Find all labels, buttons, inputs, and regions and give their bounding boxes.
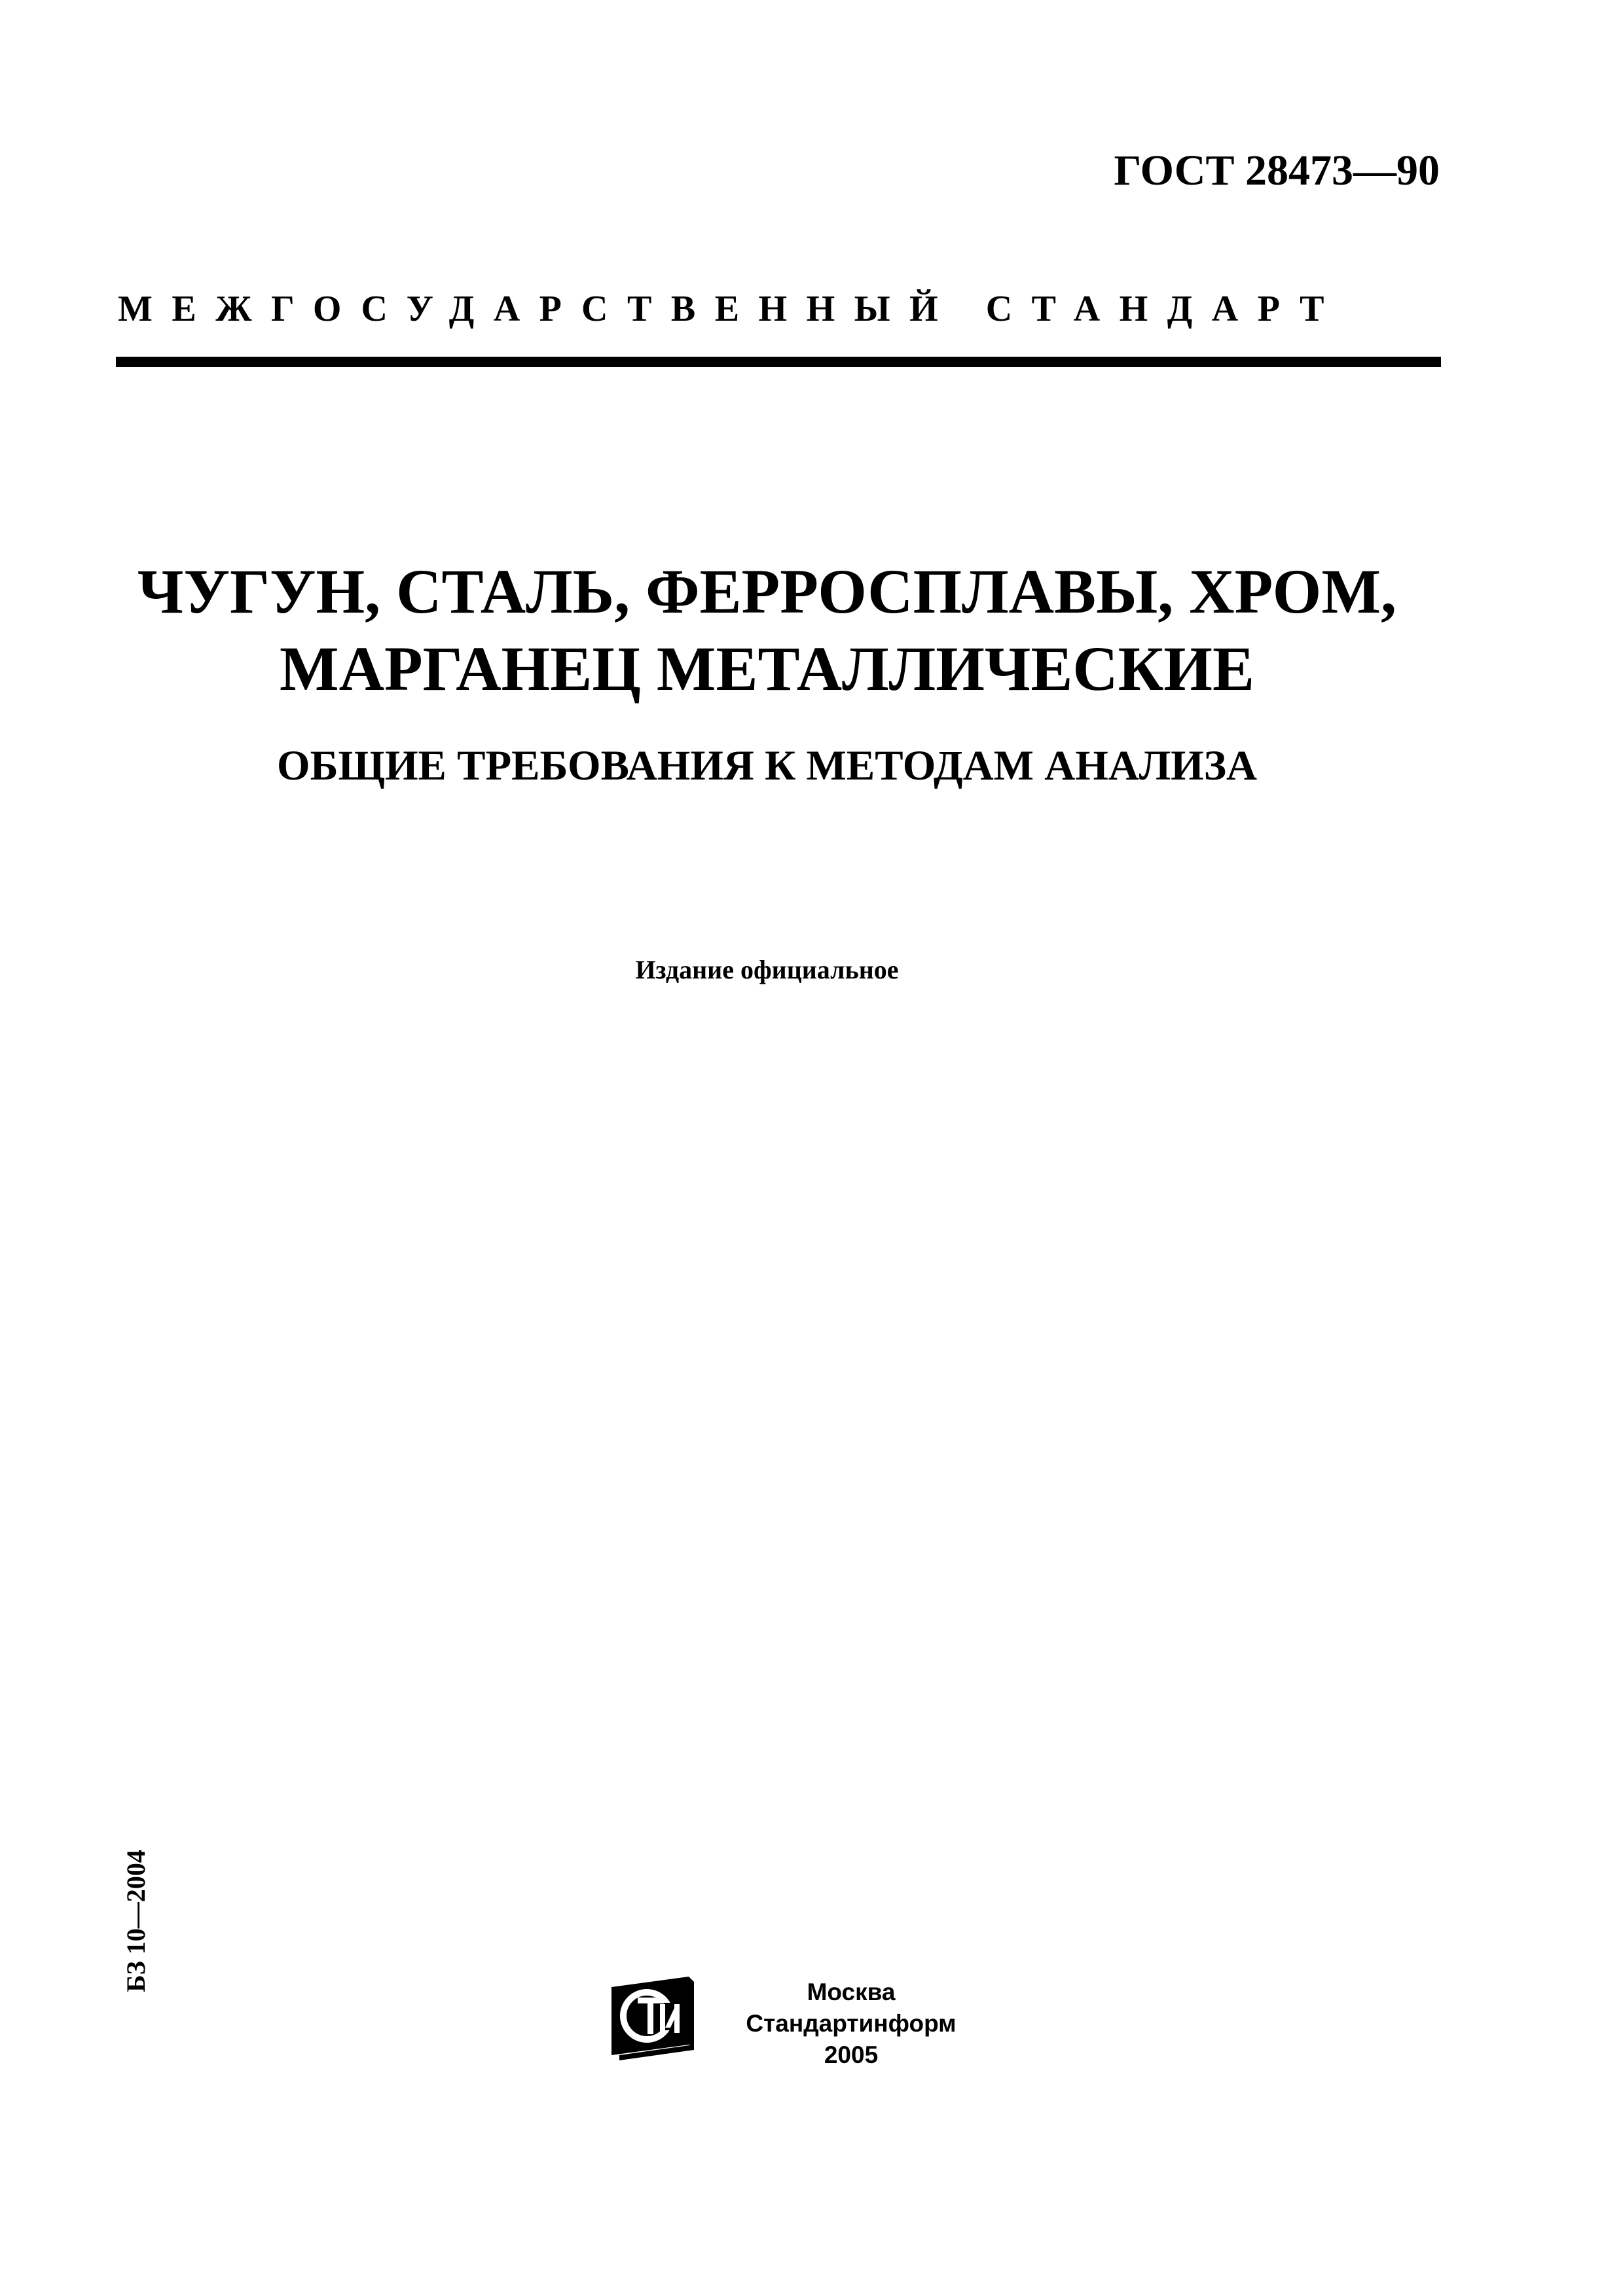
publisher-name: Стандартинформ — [746, 2010, 957, 2037]
edition-note: Издание официальное — [635, 955, 899, 984]
header-rule — [116, 357, 1441, 367]
publication-year: 2005 — [824, 2041, 879, 2068]
publisher-city: Москва — [807, 1979, 896, 2005]
title-line-1: ЧУГУН, СТАЛЬ, ФЕРРОСПЛАВЫ, ХРОМ, — [137, 556, 1396, 626]
side-publication-code: БЗ 10—2004 — [121, 1850, 151, 1992]
publisher-block — [733, 1977, 969, 2071]
document-subtitle: ОБЩИЕ ТРЕБОВАНИЯ К МЕТОДАМ АНАЛИЗА — [277, 742, 1257, 789]
standartinform-logo-icon — [605, 1974, 704, 2063]
document-number: ГОСТ 28473—90 — [1114, 147, 1440, 194]
title-line-2: МАРГАНЕЦ МЕТАЛЛИЧЕСКИЕ — [280, 634, 1254, 704]
document-title — [0, 553, 1578, 708]
standard-type-heading: МЕЖГОСУДАРСТВЕННЫЙ СТАНДАРТ — [118, 289, 1343, 329]
